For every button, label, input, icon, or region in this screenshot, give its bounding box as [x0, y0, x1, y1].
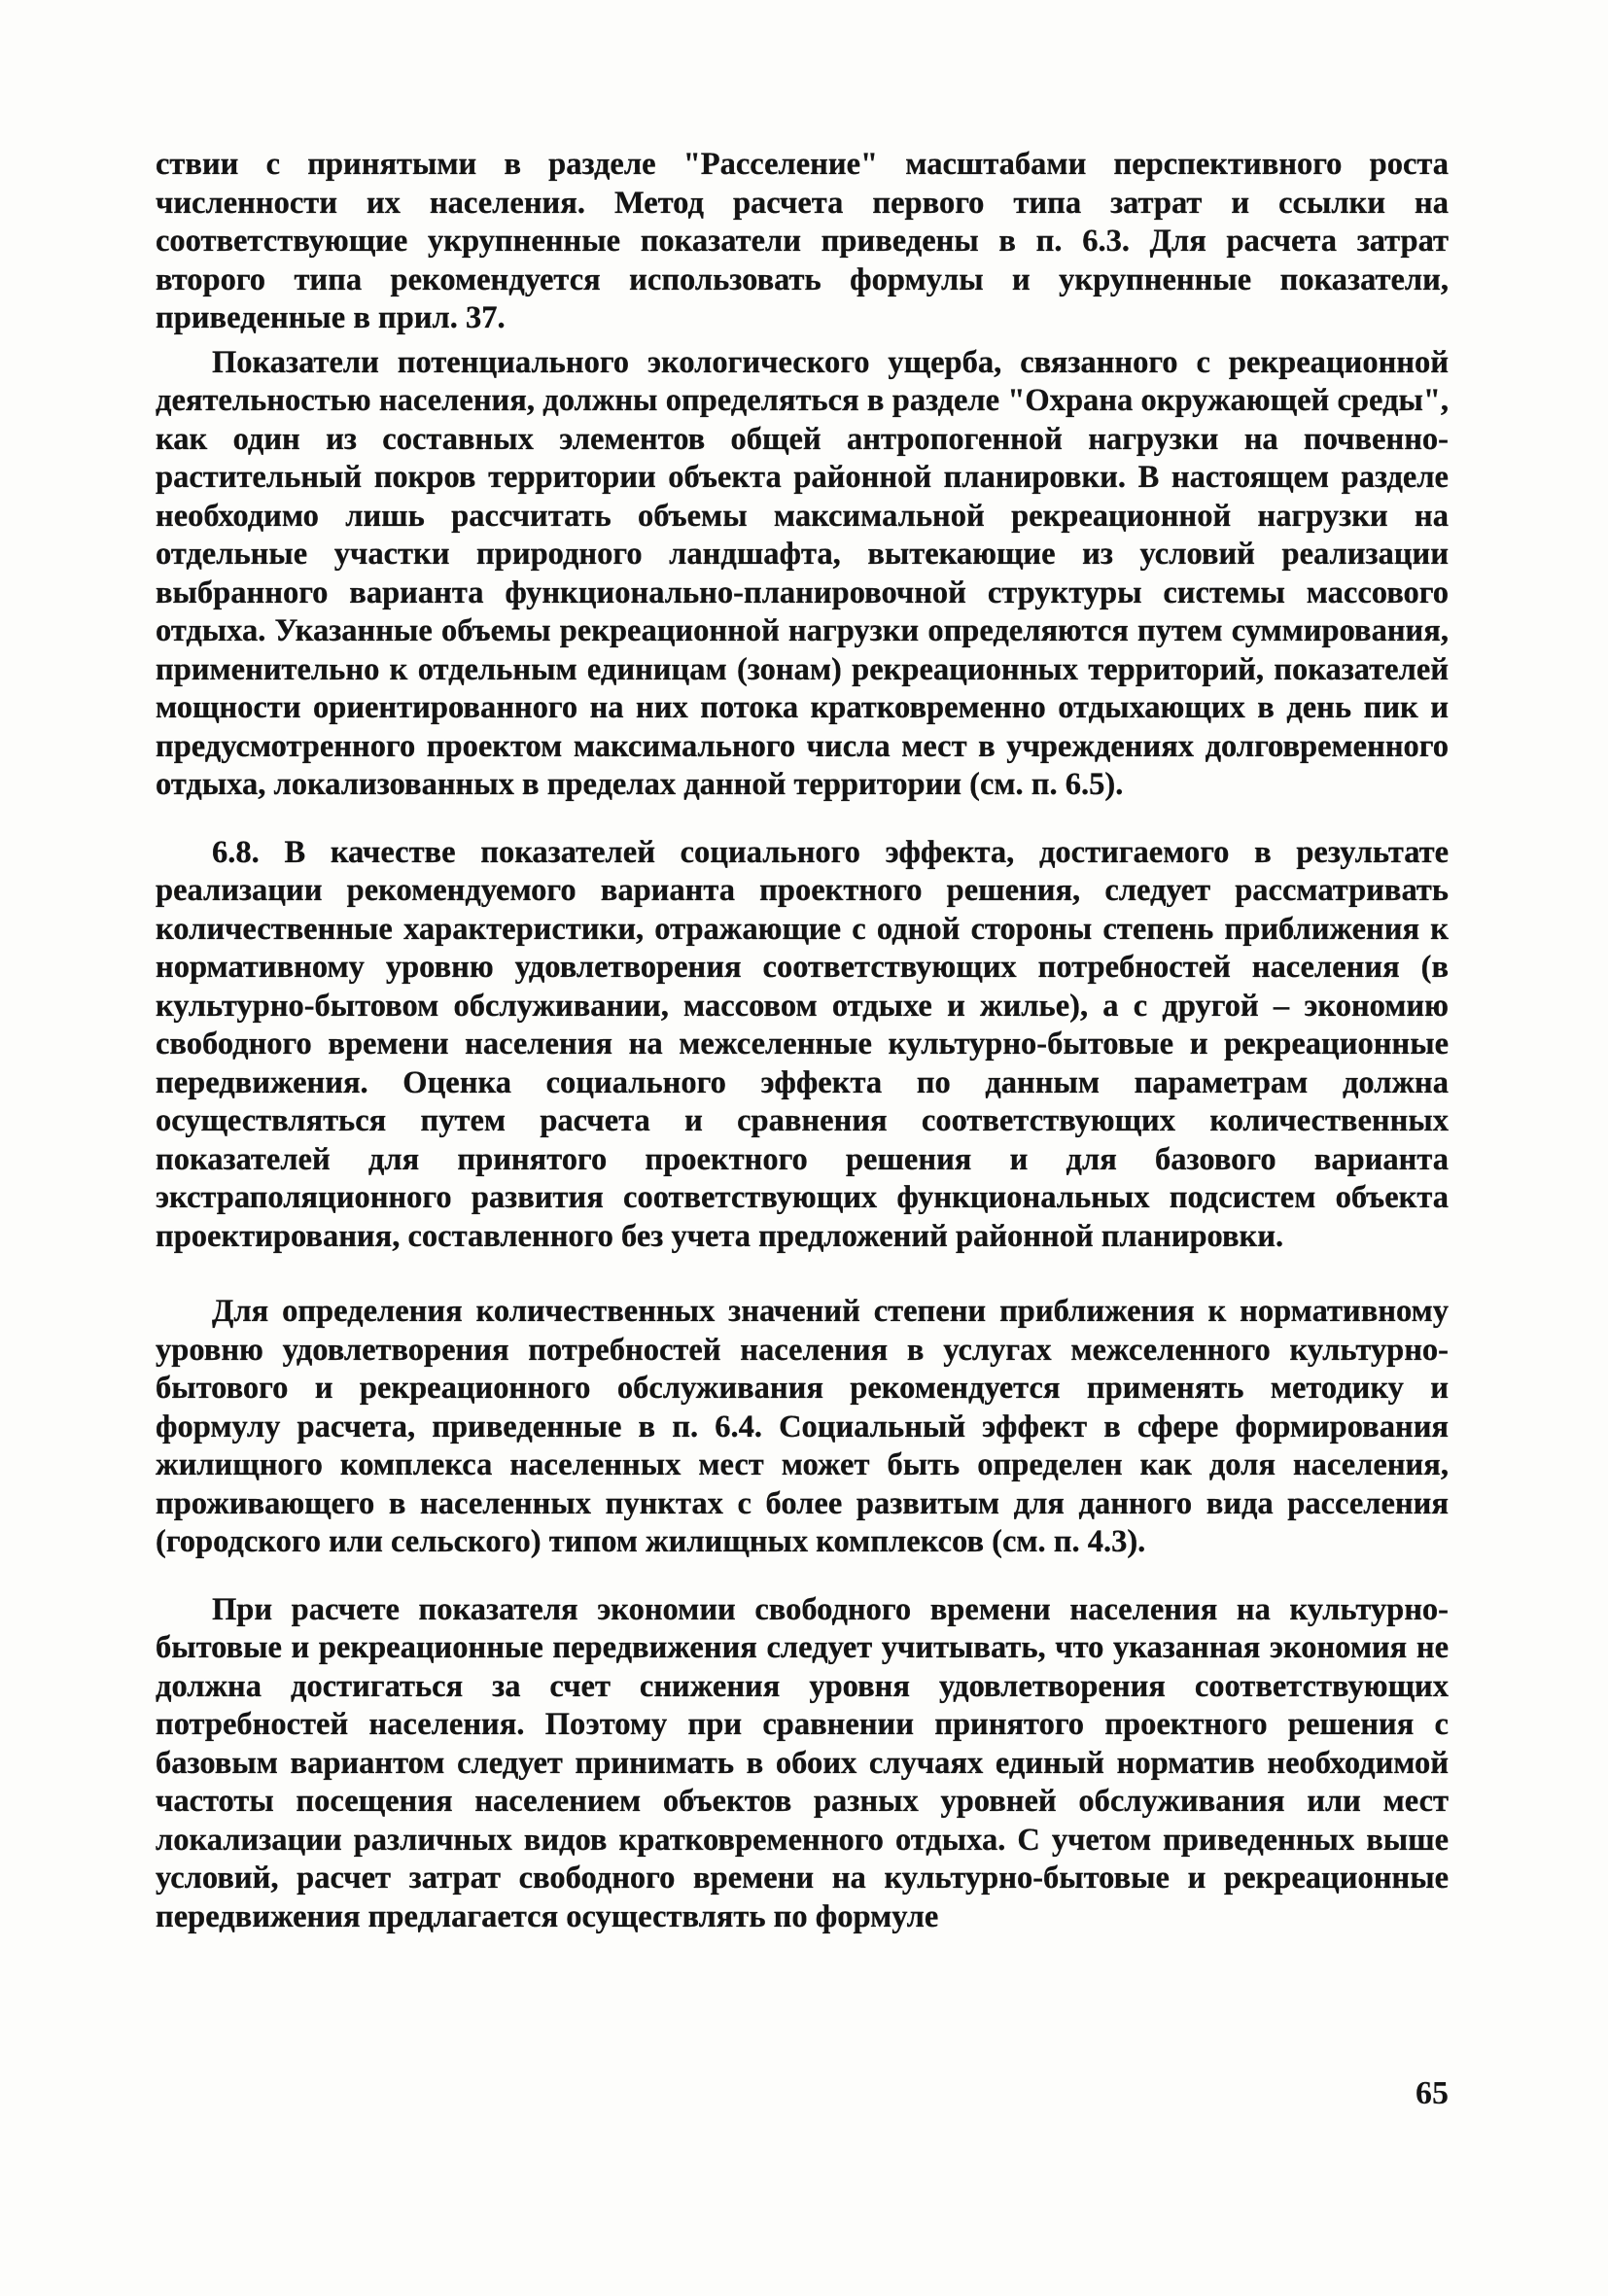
- body-text: [156, 146, 1449, 1936]
- paragraph-normative-level: Для определения количественных значений степени приближения к нормативному уровню удовлетворения потребностей населения в услугах межселенного культурно-бытового и рекреационного обслуживания рекомендуется применять методику и формулу расчета, приведенные в п. 6.4. Социальный эффект в сфере формирования жилищного комплекса населенных мест может быть определен как доля населения, проживающего в населенных пунктах с более развитым для данного вида расселения (городского или сельского) типом жилищных комплексов (см. п. 4.3).: [156, 1294, 1449, 1559]
- paragraph-continued: ствии с принятыми в разделе "Расселение" масштабами перспективного роста численности их населения. Метод расчета первого типа затрат и ссылки на соответствующие укрупненные показатели приведены в п. 6.3. Для расчета затрат второго типа рекомендуется использовать формулы и укрупненные показатели, приведенные в прил. 37.: [156, 147, 1449, 335]
- paragraph-section-6-8: [156, 834, 1449, 1257]
- section-text: В качестве показателей социального эффекта, достигаемого в результате реализации рекомендуемого варианта проектного решения, следует рассматривать количественные характеристики, отражающие с одной стороны степень приближения к нормативному уровню удовлетворения соответствующих потребностей населения (в культурно-бытовом обслуживании, массовом отдыхе и жилье), а с другой – экономию свободного времени населения на межселенные культурно-бытовые и рекреационные передвижения. Оценка социального эффекта по данным параметрам должна осуществляться путем расчета и сравнения соответствующих количественных показателей для принятого проектного решения и для базового варианта экстраполяционного развития соответствующих функциональных подсистем объекта проектирования, составленного без учета предложений районной планировки.: [156, 834, 1449, 1254]
- paragraph-free-time: При расчете показателя экономии свободного времени населения на культурно-бытовые и рекреационные передвижения следует учитывать, что указанная экономия не должна достигаться за счет снижения уровня удовлетворения соответствующих потребностей населения. Поэтому при сравнении принятого проектного решения с базовым вариантом следует принимать в обоих случаях единый норматив необходимой частоты посещения населением объектов разных уровней обслуживания или мест локализации различных видов кратковременного отдыха. С учетом приведенных выше условий, расчет затрат свободного времени на культурно-бытовые и рекреационные передвижения предлагается осуществлять по формуле: [156, 1591, 1449, 1934]
- section-number: 6.8.: [212, 834, 260, 870]
- paragraph-ecological-damage: Показатели потенциального экологического ущерба, связанного с рекреационной деятельностью населения, должны определяться в разделе "Охрана окружающей среды", как один из составных элементов общей антропогенной нагрузки на почвенно-растительный покров территории объекта районной планировки. В настоящем разделе необходимо лишь рассчитать объемы максимальной рекреационной нагрузки на отдельные участки природного ландшафта, вытекающие из условий реализации выбранного варианта функционально-планировочной структуры системы массового отдыха. Указанные объемы рекреационной нагрузки определяются путем суммирования, применительно к отдельным единицам (зонам) рекреационных территорий, показателей мощности ориентированного на них потока кратковременно отдыхающих в день пик и предусмотренного проектом максимального числа мест в учреждениях долговременного отдыха, локализованных в пределах данной территории (см. п. 6.5).: [156, 344, 1449, 802]
- page-number: 65: [1416, 2075, 1449, 2111]
